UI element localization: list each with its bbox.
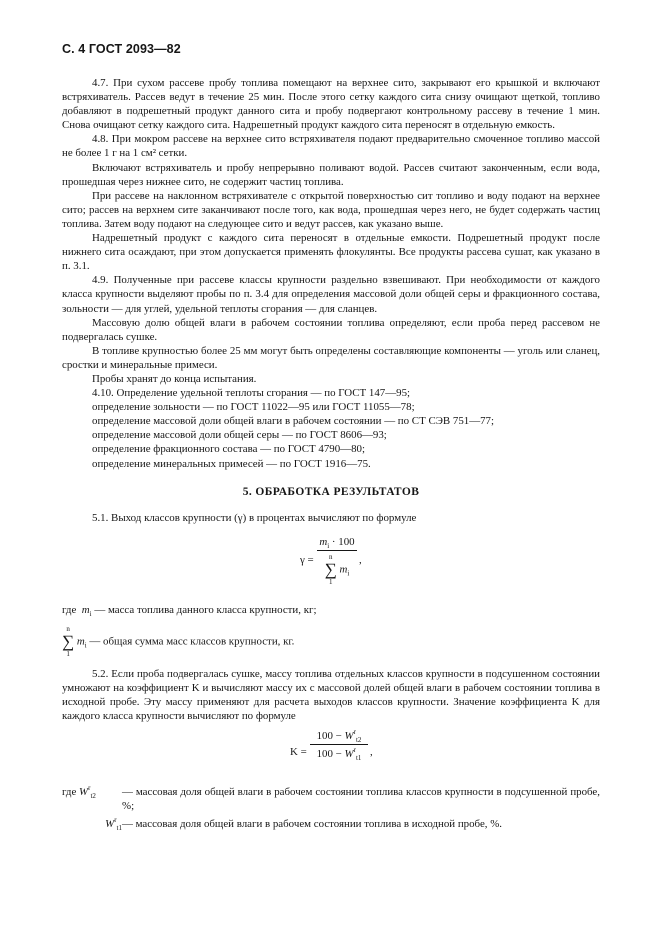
paragraph-moisture: Массовую долю общей влаги в рабочем состоянии топлива определяют, если проба перед рассевом не подвергалась сушке. [62,316,600,343]
paragraph-components: В топливе крупностью более 25 мм могут быть определены составляющие компоненты — уголь или сланец, сростки и минеральные примеси. [62,344,600,371]
document-body [62,76,600,832]
formula-yield-numerator: $m_i \cdot 100$ [317,535,357,551]
paragraph-4-9: 4.9. Полученные при рассеве классы крупности раздельно взвешивают. При необходимости от каждого класса крупности выделяют пробы по п. 3.4 для определения массовой доли общей серы и фракционного состава, зольности — для углей, удельной теплоты сгорания — для сланцев. [62,274,600,315]
list-item: определение массовой доли общей серы — по ГОСТ 8606—93; [92,429,387,442]
formula-coefficient-fraction [310,729,368,761]
formula-coefficient-denominator: $100 - W^r_{t1}$ [316,746,362,763]
legend-item: n ∑ 1 $m_i$ — общая сумма масс классов крупности, кг. [62,624,295,658]
formula-coefficient: K = $100 - W^r_{t2}$ $100 - W^r_{t1}$ , [290,728,373,763]
sum-symbol: n ∑ 1 [324,552,337,586]
list-item: определение зольности — по ГОСТ 11022—95 или ГОСТ 11055—78; [92,401,415,414]
paragraph-inclined-shaker: При рассеве на наклонном встряхивателе с открытой поверхностью сит топливо и воду подают на верхнее сито; рассев на верхнем сите заканчивают после того, как вода, прошедшая через него, не будет содержать частиц топлива. Затем воду подают на следующее сито и ведут рассев, как указано выше. [62,189,600,230]
paragraph-oversize-product: Надрешетный продукт с каждого сита переносят в отдельные емкости. Подрешетный продукт после нижнего сита осаждают, при этом допускается применять флокулянты. Все продукты рассева сушат, как указано в п. 3.1. [62,232,600,273]
legend-item: где $m_i$ — масса топлива данного класса крупности, кг; [62,603,317,618]
list-item: определение массовой доли общей влаги в рабочем состоянии — по СТ СЭВ 751—77; [92,415,495,428]
list-item: определение минеральных примесей — по ГОСТ 1916—75. [92,457,371,470]
paragraph-samples-storage: Пробы хранят до конца испытания. [92,372,257,385]
legend-item: где $W^r_{t2}$ — массовая доля общей влаги в рабочем состоянии топлива классов крупности в подсушенной пробе, %; [62,784,600,813]
section-title: 5. ОБРАБОТКА РЕЗУЛЬТАТОВ [242,485,420,498]
legend-coefficient [62,785,600,831]
paragraph-5-1: 5.1. Выход классов крупности (γ) в процентах вычисляют по формуле [92,511,417,524]
list-item: определение фракционного состава — по ГОСТ 4790—80; [92,443,365,456]
paragraph-5-2: 5.2. Если проба подвергалась сушке, массу топлива отдельных классов крупности в подсушенном состоянии умножают на коэффициент K и вычисляют массу их с массовой долей общей влаги в рабочем состоянии топлива в исходной пробе. Эту массу применяют для расчета выходов классов крупности. Значение коэффициента K для каждого класса крупности вычисляют по формуле [62,667,600,723]
formula-yield-lhs: γ = [300,553,314,566]
legend-yield [62,603,600,659]
paragraph-4-7: 4.7. При сухом рассеве пробу топлива помещают на верхнее сито, закрывают его крышкой и включают встряхиватель. Рассев ведут в течение 25 мин. После этого сетку каждого сита снизу очищают щеткой, топливо добавляют в подрешетный продукт данного сита и пробу подвергают контрольному рассеву в течение 1 мин. Снова очищают сетку каждого сита. Надрешетный продукт каждого сита переносят в отдельную емкость. [62,77,600,132]
formula-coefficient-numerator: $100 - W^r_{t2}$ [310,729,368,745]
formula-yield-denominator: n ∑ 1 $m_i$ [324,552,350,586]
list-4-10 [62,386,600,471]
paragraph-wet-sieving: Включают встряхиватель и пробу непрерывно поливают водой. Рассев считают законченным, если вода, прошедшая через нижнее сито, не содержит частиц топлива. [62,161,600,188]
formula-yield-fraction [317,535,357,587]
sum-symbol: n ∑ 1 [62,624,75,658]
legend-item: $W^r_{t1}$ — массовая доля общей влаги в рабочем состоянии топлива в исходной пробе, %. [105,816,503,833]
paragraph-4-8: 4.8. При мокром рассеве на верхнее сито встряхивателя подают предварительно смоченное топливо массой не более 1 г на 1 см² сетки. [62,133,600,160]
list-item: 4.10. Определение удельной теплоты сгорания — по ГОСТ 147—95; [92,387,411,400]
page-header: С. 4 ГОСТ 2093—82 [62,42,181,56]
formula-yield: γ = $m_i \cdot 100$ n ∑ 1 $m_i$ , [300,535,362,586]
